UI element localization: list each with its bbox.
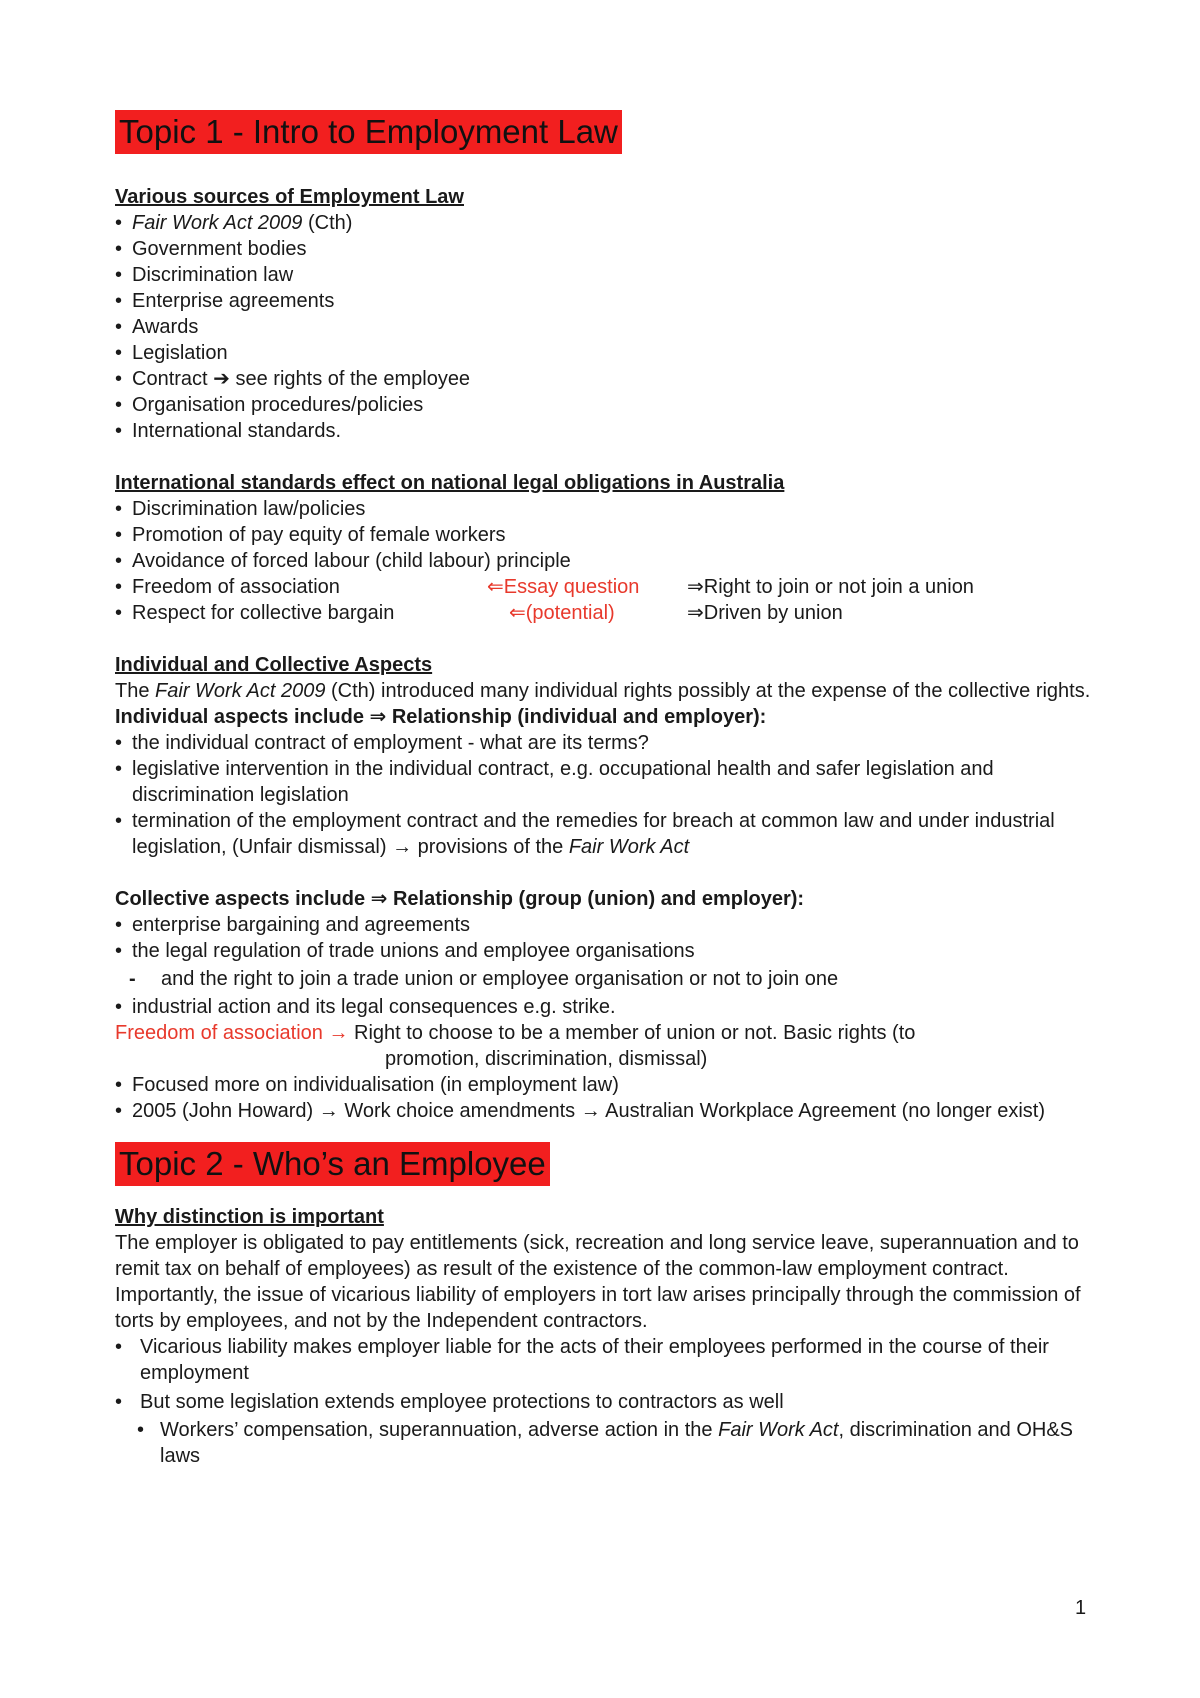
text: (Cth) introduced many individual rights possibly at the expense of the collective rights. xyxy=(325,680,1091,702)
sources-section xyxy=(115,184,1105,444)
list-item: • legislative intervention in the individual contract, e.g. occupational health and safer legislation and discrimination legislation xyxy=(115,756,1105,808)
why-title: Why distinction is important xyxy=(115,1206,384,1228)
list-item: • Vicarious liability makes employer liable for the acts of their employees performed in the course of their employment xyxy=(115,1334,1105,1386)
arrow-icon: ➔ xyxy=(213,368,230,390)
list-item: • International standards. xyxy=(115,418,1105,444)
item-text: termination of the employment contract and the remedies for breach at common law and under industrial legislation, (Unfair dismissal) → provisions of the xyxy=(132,810,1055,858)
item-text: see rights of the employee xyxy=(229,368,471,390)
why-sublist xyxy=(115,1417,1105,1469)
collective-list xyxy=(115,912,1105,1020)
item-text: , discrimination and OH&S laws xyxy=(160,1419,1074,1467)
list-item: • Promotion of pay equity of female workers xyxy=(115,522,1105,548)
italic-act-name: Fair Work Act xyxy=(718,1419,839,1441)
italic-act-name: Fair Work Act 2009 xyxy=(155,680,326,702)
item-text: Respect for collective bargain xyxy=(132,602,395,624)
why-section xyxy=(115,1204,1105,1469)
individual-collective-title: Individual and Collective Aspects xyxy=(115,654,433,676)
item-text: the legal regulation of trade unions and employee organisations xyxy=(132,940,695,962)
list-item: • Awards xyxy=(115,314,1105,340)
sub-list-item xyxy=(137,1417,1105,1469)
paragraph: The employer is obligated to pay entitlements (sick, recreation and long service leave, superannuation and to remit tax on behalf of employees) as result of the existence of the common-law employment contract. xyxy=(115,1232,1079,1280)
freedom-of-association-note xyxy=(115,1020,1105,1046)
sources-title: Various sources of Employment Law xyxy=(115,186,464,208)
item-text: (Cth) xyxy=(302,212,353,234)
list-item xyxy=(115,938,1105,992)
list-item: • Legislation xyxy=(115,340,1105,366)
list-item xyxy=(115,366,1105,392)
text: Right to choose to be a member of union or not. Basic rights (to xyxy=(348,1022,916,1044)
list-item: • Government bodies xyxy=(115,236,1105,262)
list-item: • Enterprise agreements xyxy=(115,288,1105,314)
sources-list xyxy=(115,210,1105,444)
list-item xyxy=(115,1389,1105,1469)
italic-act-name: Fair Work Act xyxy=(568,836,690,858)
list-item: • Avoidance of forced labour (child labour) principle xyxy=(115,548,1105,574)
topic1-heading: Topic 1 - Intro to Employment Law xyxy=(115,110,622,154)
italic-act-name: Fair Work Act 2009 xyxy=(132,212,303,234)
collective-sublist xyxy=(132,966,1105,992)
item-note: ⇒Right to join or not join a union xyxy=(687,576,974,598)
page-content xyxy=(115,110,1105,1472)
note-red: ⇐(potential) xyxy=(509,602,615,624)
note-red: Freedom of association → xyxy=(115,1022,349,1044)
list-item: • Organisation procedures/policies xyxy=(115,392,1105,418)
page-number: 1 xyxy=(1075,1597,1087,1619)
list-item: • Focused more on individualisation (in employment law) xyxy=(115,1072,1105,1098)
international-list xyxy=(115,496,1105,626)
paragraph: Importantly, the issue of vicarious liability of employers in tort law arises principally through the commission of torts by employees, and not by the Independent contractors. xyxy=(115,1284,1081,1332)
note-red: ⇐Essay question xyxy=(487,576,640,598)
item-note: ⇒Driven by union xyxy=(687,602,843,624)
list-item xyxy=(115,210,1105,236)
individual-collective-section xyxy=(115,652,1105,1124)
collective-heading: Collective aspects include ⇒ Relationship (group (union) and employer): xyxy=(115,888,805,910)
sub-list-item: - and the right to join a trade union or employee organisation or not to join one xyxy=(129,966,1105,992)
international-section xyxy=(115,470,1105,626)
list-item xyxy=(115,574,1105,600)
item-text: But some legislation extends employee protections to contractors as well xyxy=(140,1391,784,1413)
item-text: Contract xyxy=(132,368,214,390)
list-item: • the individual contract of employment - what are its terms? xyxy=(115,730,1105,756)
tail-list xyxy=(115,1072,1105,1124)
list-item: • Discrimination law/policies xyxy=(115,496,1105,522)
international-title: International standards effect on national legal obligations in Australia xyxy=(115,472,785,494)
list-item: • enterprise bargaining and agreements xyxy=(115,912,1105,938)
freedom-of-association-continuation: promotion, discrimination, dismissal) xyxy=(385,1048,708,1070)
individual-heading: Individual aspects include ⇒ Relationship (individual and employer): xyxy=(115,706,767,728)
text: The xyxy=(115,680,156,702)
list-item: • industrial action and its legal consequences e.g. strike. xyxy=(115,994,1105,1020)
list-item xyxy=(115,600,1105,626)
list-item: • Discrimination law xyxy=(115,262,1105,288)
why-list xyxy=(115,1334,1105,1469)
topic2-heading: Topic 2 - Who’s an Employee xyxy=(115,1142,550,1186)
item-text: Freedom of association xyxy=(132,576,340,598)
item-text: Workers’ compensation, superannuation, adverse action in the xyxy=(160,1419,719,1441)
list-item xyxy=(115,808,1105,860)
list-item: • 2005 (John Howard) → Work choice amendments → Australian Workplace Agreement (no longer exist) xyxy=(115,1098,1105,1124)
individual-list xyxy=(115,730,1105,860)
intro-paragraph xyxy=(115,678,1105,704)
